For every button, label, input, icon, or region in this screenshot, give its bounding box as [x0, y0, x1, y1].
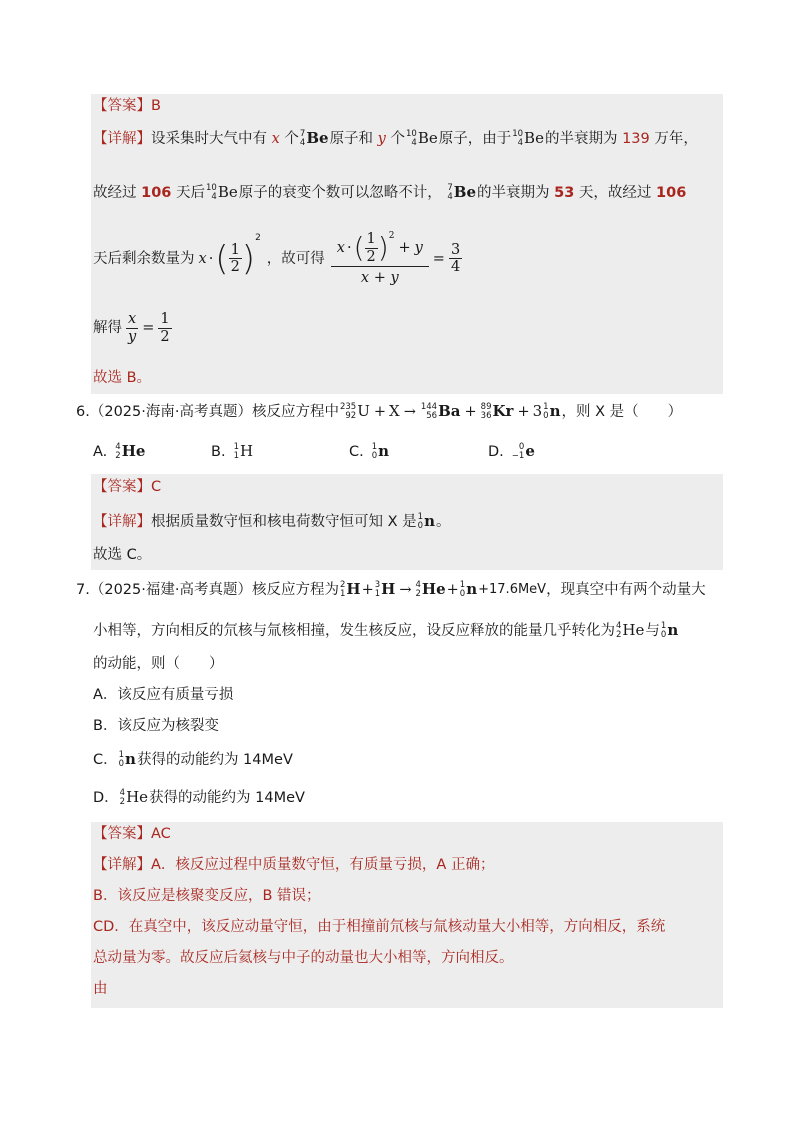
q7-stem-line-2: 小相等，方向相反的氘核与氚核相撞，发生核反应，设反应释放的能量几乎转化为 4 2 He 与 1 0 n [93, 621, 679, 640]
nuclide-tritium: 3 1 H [374, 580, 396, 599]
q5-detail-line-1: 【详解】设采集时大气中有 x 个 7 4 Be 原子和 y 个 10 4 Be 原子，由于 10 4 Be 的半衰期为 139 万年， [93, 129, 698, 148]
q6-answer-line [93, 480, 161, 495]
fraction-one-half: $\frac{1}{2}$ [160, 311, 170, 345]
q5-answer-line [93, 99, 161, 114]
question-source: （2025·海南·高考真题） [89, 403, 252, 420]
q7-option-a[interactable]: A．该反应有质量亏损 [93, 687, 234, 703]
nuclide-u235: 235 92 U [339, 402, 370, 421]
fraction-x-over-y: $\frac{x}{y}$ [127, 311, 137, 345]
answer-label: 【答案】 [93, 826, 151, 842]
nuclide-be10: 10 4 Be [206, 183, 238, 202]
q7-answer-line [93, 827, 171, 842]
q5-solve-line: 解得 $\frac{x}{y}$ = $\frac{1}{2}$ [93, 311, 170, 345]
q6-option-b[interactable]: B. 1 1 H [211, 442, 254, 461]
nuclide-neutron: 1 0 n [459, 580, 478, 599]
q5-detail-line-3: 天后剩余数量为 x · ( $\frac{1}{2}$ ) 2 ，故可得 x · ( $\frac{1}{2}$ ) 2 + y x + y = $\frac{3}{4}$ [93, 231, 461, 286]
question-source: （2025·福建·高考真题） [89, 581, 252, 598]
nuclide-be7: 7 4 Be [299, 129, 329, 148]
answer-block-q7 [91, 822, 723, 1008]
q6-option-a[interactable]: A. 4 2 He [93, 442, 146, 461]
fraction-one-half: $\frac{1}{2}$ [230, 241, 240, 276]
q5-choose-line: 故选 B。 [93, 370, 152, 386]
answer-label: 【答案】 [93, 98, 151, 114]
nuclide-helium4: 4 2 He [616, 621, 645, 640]
q7-detail-line-2: B．该反应是核聚变反应，B 错误； [93, 888, 321, 904]
q7-option-b[interactable]: B．该反应为核裂变 [93, 718, 219, 734]
q7-option-d[interactable]: D． 4 2 He 获得的动能约为 14MeV [93, 788, 305, 807]
fraction-three-quarters: $\frac{3}{4}$ [450, 241, 461, 276]
detail-label: 【详解】 [93, 513, 151, 530]
detail-label: 【详解】 [93, 130, 151, 147]
answer-value: AC [151, 826, 171, 842]
answer-value: C [151, 479, 162, 495]
q7-option-c[interactable]: C． 1 0 n 获得的动能约为 14MeV [93, 750, 293, 769]
nuclide-neutron: 1 0 n [660, 621, 679, 640]
nuclide-deuterium: 2 1 H [339, 580, 361, 599]
question-number: 7. [76, 581, 90, 598]
answer-value: B [151, 98, 161, 114]
nuclide-be7: 7 4 Be [447, 183, 476, 202]
nuclide-helium4: 4 2 He [415, 580, 446, 599]
nuclide-neutron: 1 0 n [543, 402, 561, 421]
nuclide-kr89: 89 36 Kr [480, 402, 514, 421]
detail-label: 【详解】 [93, 857, 151, 873]
q7-detail-line-3: CD．在真空中，该反应动量守恒，由于相撞前氘核与氚核动量大小相等，方向相反，系统 [93, 919, 666, 935]
nuclide-be10: 10 4 Be [405, 129, 438, 148]
q7-detail-line-1: 【详解】A．核反应过程中质量数守恒，有质量亏损，A 正确； [93, 857, 495, 873]
q7-detail-line-4: 总动量为零。故反应后氦核与中子的动量也大小相等，方向相反。 [93, 950, 514, 966]
nuclide-ba144: 144 56 Ba [420, 402, 461, 421]
q6-choose-line: 故选 C。 [93, 547, 152, 563]
fraction-remaining-ratio: x · ( $\frac{1}{2}$ ) 2 + y x + y [331, 232, 429, 286]
answer-label: 【答案】 [93, 479, 151, 495]
question-number: 6. [76, 403, 90, 420]
nuclide-neutron: 1 0 n [417, 512, 435, 531]
q6-option-d[interactable]: D. 0 −1 e [488, 442, 535, 461]
q6-stem: 6. （2025·海南·高考真题） 核反应方程中 235 92 U + X → 144 56 Ba + 89 36 Kr + 3 1 0 n ，则 X 是（ ） [76, 402, 683, 421]
q7-detail-line-5: 由 [93, 981, 108, 997]
q7-stem-line-3: 的动能，则（ ） [93, 656, 224, 672]
q6-detail-line: 【详解】 根据质量数守恒和核电荷数守恒可知 X 是 1 0 n 。 [93, 512, 451, 531]
nuclide-be10: 10 4 Be [512, 129, 544, 148]
q6-option-c[interactable]: C. 1 0 n [349, 442, 390, 461]
q7-stem-line-1: 7. （2025·福建·高考真题） 核反应方程为 2 1 H + 3 1 H → 4 2 He + 1 0 n +17.6MeV ，现真空中有两个动量大 [76, 580, 706, 599]
q5-detail-line-2: 故经过 106 天后 10 4 Be 原子的衰变个数可以忽略不计， 7 4 Be 的半衰期为 53 天，故经过 106 [93, 183, 687, 202]
